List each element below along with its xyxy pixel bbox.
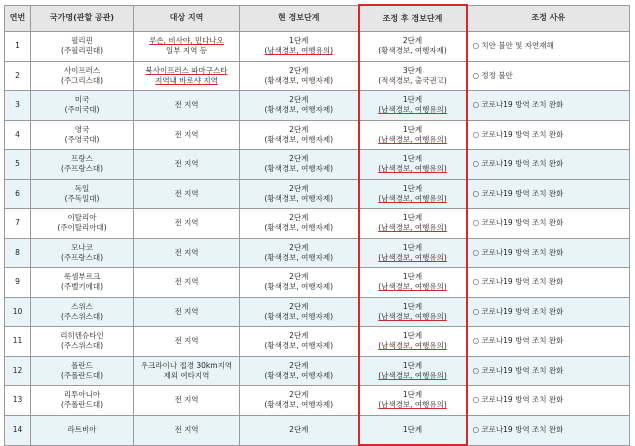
table-row: [5, 120, 630, 150]
adjusted-level-desc: (남색경보, 여행유의): [378, 223, 447, 233]
current-level-cell: [240, 386, 359, 416]
row-number: [5, 356, 31, 386]
reason-text: ○ 코로나19 방역 조치 완화: [472, 306, 564, 316]
current-level-cell: [240, 150, 359, 180]
adjusted-level-cell: [359, 297, 467, 327]
region-line-1: 전 지역: [174, 247, 199, 257]
current-level: 2단계: [289, 331, 309, 341]
adjusted-level-desc: (남색경보, 여행유의): [378, 105, 447, 115]
country-cell: [31, 297, 134, 327]
row-number-text: 5: [15, 159, 20, 169]
adjusted-level: 1단계: [402, 424, 423, 434]
current-level-cell: [240, 120, 359, 150]
reason-text: ○ 코로나19 방역 조치 완화: [472, 277, 564, 287]
current-level: 2단계: [289, 183, 309, 193]
table-row: [5, 209, 630, 239]
adjusted-level-desc: (남색경보, 여행유의): [378, 282, 447, 292]
reason-text: ○ 코로나19 방역 조치 완화: [472, 247, 564, 257]
adjusted-level-cell: [359, 327, 467, 357]
row-number-text: 10: [12, 306, 23, 316]
header-reason: 조정 사유: [467, 5, 630, 32]
adjusted-level-desc: (남색경보, 여행유의): [378, 400, 447, 410]
row-number-text: 14: [12, 425, 23, 434]
reason-text: ○ 코로나19 방역 조치 완화: [472, 100, 564, 110]
row-number: [5, 386, 31, 416]
header-country: 국가명(관할 공관): [31, 5, 134, 32]
adjusted-level-cell: [359, 120, 467, 150]
current-level-cell: [240, 268, 359, 298]
row-number-text: 12: [12, 365, 23, 375]
adjusted-level-cell: [359, 356, 467, 386]
adjusted-level: 1단계: [402, 301, 423, 311]
country-name: 폴란드: [71, 360, 93, 370]
country-cell: [31, 120, 134, 150]
embassy-name: (주프랑스대): [60, 164, 104, 174]
adjusted-level-desc: (남색경보, 여행유의): [378, 193, 447, 203]
reason-cell: [467, 91, 630, 121]
country-cell: [31, 32, 134, 62]
current-level-cell: [240, 91, 359, 121]
adjusted-level: 1단계: [402, 95, 423, 105]
travel-advisory-table: [4, 4, 630, 446]
reason-cell: [467, 209, 630, 239]
row-number: [5, 415, 31, 445]
country-cell: [31, 356, 134, 386]
reason-cell: [467, 268, 630, 298]
embassy-name: (주미국대): [64, 105, 100, 115]
adjusted-level: 1단계: [402, 213, 423, 223]
country-name: 스위스: [71, 301, 93, 311]
current-level-desc: (남색경보, 여행유의): [264, 46, 334, 56]
adjusted-level-desc: (남색경보, 여행유의): [378, 311, 447, 321]
country-cell: [31, 415, 134, 445]
reason-cell: [467, 150, 630, 180]
adjusted-level: 1단계: [402, 272, 423, 282]
embassy-name: (주프랑스대): [60, 252, 104, 262]
row-number: [5, 150, 31, 180]
row-number-text: 1: [15, 41, 20, 51]
country-cell: [31, 61, 134, 91]
current-level: 2단계: [289, 390, 309, 400]
region-line-1: 전 지역: [174, 100, 199, 110]
country-cell: [31, 179, 134, 209]
country-cell: [31, 268, 134, 298]
adjusted-level: 3단계: [402, 65, 423, 75]
region-line-1: 우크라이나 접경 30km지역: [140, 360, 233, 370]
region-line-2: 제외 여타지역: [163, 370, 210, 380]
adjusted-level: 1단계: [402, 183, 423, 193]
current-level-cell: [240, 297, 359, 327]
embassy-name: (주스위스대): [60, 311, 104, 321]
current-level-desc: (황색경보, 여행자제): [264, 400, 334, 410]
current-level: 2단계: [289, 425, 309, 434]
region-cell: [134, 120, 240, 150]
row-number: [5, 327, 31, 357]
row-number-text: 2: [15, 70, 20, 80]
current-level: 2단계: [289, 65, 309, 75]
current-level: 2단계: [289, 242, 309, 252]
region-line-1: 전 지역: [174, 425, 199, 434]
embassy-name: (주필리핀대): [60, 46, 104, 56]
current-level-desc: (황색경보, 여행자제): [264, 105, 334, 115]
region-line-1: 전 지역: [174, 306, 199, 316]
region-line-1: 루손, 비사야, 민다나오: [149, 36, 224, 46]
region-cell: [134, 297, 240, 327]
adjusted-level-desc: (황색경보, 여행자제): [378, 46, 447, 56]
country-cell: [31, 238, 134, 268]
current-level-cell: [240, 209, 359, 239]
row-number-text: 8: [15, 247, 20, 257]
reason-text: ○ 코로나19 방역 조치 완화: [472, 425, 564, 434]
reason-text: ○ 코로나19 방역 조치 완화: [472, 159, 564, 169]
current-level-desc: (황색경보, 여행자제): [264, 134, 334, 144]
reason-text: ○ 정정 불안: [472, 70, 513, 80]
embassy-name: (주벨기에대): [60, 282, 104, 292]
region-cell: [134, 386, 240, 416]
region-line-1: 전 지역: [174, 129, 199, 139]
adjusted-level: 1단계: [402, 390, 423, 400]
table-row: [5, 327, 630, 357]
row-number: [5, 120, 31, 150]
region-cell: [134, 327, 240, 357]
adjusted-level: 1단계: [402, 154, 423, 164]
region-cell: [134, 179, 240, 209]
current-level: 2단계: [289, 272, 309, 282]
country-name: 리히텐슈타인: [60, 331, 104, 341]
country-name: 사이프러스: [63, 65, 101, 75]
adjusted-level: 2단계: [402, 36, 423, 46]
table-header-row: [5, 5, 630, 32]
adjusted-level-cell: [359, 209, 467, 239]
adjusted-level-cell: [359, 150, 467, 180]
current-level-cell: [240, 415, 359, 445]
reason-cell: [467, 327, 630, 357]
adjusted-level: 1단계: [402, 242, 423, 252]
row-number: [5, 268, 31, 298]
current-level: 2단계: [289, 301, 309, 311]
row-number-text: 11: [12, 336, 23, 346]
table-row: [5, 91, 630, 121]
reason-cell: [467, 386, 630, 416]
region-cell: [134, 150, 240, 180]
embassy-name: (주독일대): [64, 193, 100, 203]
embassy-name: (주폴란드대): [60, 400, 104, 410]
region-line-1: 전 지역: [174, 218, 199, 228]
current-level-desc: (황색경보, 여행자제): [264, 252, 334, 262]
current-level: 1단계: [289, 36, 309, 46]
table-body: [5, 32, 630, 446]
current-level-cell: [240, 61, 359, 91]
row-number: [5, 32, 31, 62]
region-line-1: 북사이프러스 파마구스타: [145, 65, 228, 75]
row-number-text: 9: [15, 277, 20, 287]
current-level-desc: (황색경보, 여행자제): [264, 164, 334, 174]
reason-text: ○ 코로나19 방역 조치 완화: [472, 218, 564, 228]
table-row: [5, 356, 630, 386]
region-cell: [134, 415, 240, 445]
header-region: 대상 지역: [134, 5, 240, 32]
adjusted-level: 1단계: [402, 124, 423, 134]
row-number-text: 4: [15, 129, 20, 139]
region-cell: [134, 209, 240, 239]
reason-cell: [467, 238, 630, 268]
header-no: 연번: [5, 5, 31, 32]
table-row: [5, 150, 630, 180]
table-row: [5, 61, 630, 91]
country-name: 이탈리아: [67, 213, 97, 223]
reason-cell: [467, 415, 630, 445]
current-level: 2단계: [289, 154, 309, 164]
country-name: 모나코: [71, 242, 93, 252]
region-line-2: 지역내 바로샤 지역: [155, 75, 218, 85]
country-cell: [31, 91, 134, 121]
current-level: 2단계: [289, 95, 309, 105]
region-cell: [134, 91, 240, 121]
row-number: [5, 179, 31, 209]
row-number-text: 3: [15, 100, 20, 110]
header-current-level: 현 경보단계: [240, 5, 359, 32]
current-level-cell: [240, 327, 359, 357]
current-level-desc: (황색경보, 여행자제): [264, 341, 334, 351]
adjusted-level-desc: (남색경보, 여행유의): [378, 341, 447, 351]
country-name: 라트비아: [67, 425, 97, 434]
table-row: [5, 268, 630, 298]
region-line-2: 일부 지역 등: [166, 46, 207, 56]
country-name: 미국: [74, 95, 90, 105]
country-cell: [31, 386, 134, 416]
reason-cell: [467, 179, 630, 209]
adjusted-level-desc: (남색경보, 여행유의): [378, 370, 447, 380]
row-number: [5, 91, 31, 121]
region-cell: [134, 268, 240, 298]
reason-text: ○ 코로나19 방역 조치 완화: [472, 395, 564, 405]
embassy-name: (주영국대): [64, 134, 100, 144]
adjusted-level-cell: [359, 179, 467, 209]
country-name: 독일: [74, 183, 90, 193]
reason-text: ○ 코로나19 방역 조치 완화: [472, 129, 564, 139]
region-line-1: 전 지역: [174, 395, 199, 405]
adjusted-level-desc: (적색경보, 출국권고): [378, 75, 447, 85]
reason-text: ○ 코로나19 방역 조치 완화: [472, 188, 564, 198]
reason-text: ○ 치안 불안 및 자연재해: [472, 41, 554, 51]
region-line-1: 전 지역: [174, 336, 199, 346]
region-cell: [134, 32, 240, 62]
country-name: 필리핀: [71, 36, 93, 46]
current-level-desc: (황색경보, 여행자제): [264, 370, 334, 380]
region-line-1: 전 지역: [174, 277, 199, 287]
current-level-desc: (황색경보, 여행자제): [264, 282, 334, 292]
adjusted-level: 1단계: [402, 331, 423, 341]
current-level-cell: [240, 179, 359, 209]
adjusted-level-cell: [359, 386, 467, 416]
embassy-name: (주이탈리아대): [57, 223, 107, 233]
current-level-desc: (황색경보, 여행자제): [264, 75, 334, 85]
current-level: 2단계: [289, 213, 309, 223]
country-name: 리투아니아: [63, 390, 101, 400]
current-level-cell: [240, 238, 359, 268]
row-number-text: 13: [12, 395, 23, 405]
table-row: [5, 386, 630, 416]
reason-cell: [467, 120, 630, 150]
reason-cell: [467, 356, 630, 386]
reason-cell: [467, 297, 630, 327]
region-cell: [134, 356, 240, 386]
current-level-desc: (황색경보, 여행자제): [264, 193, 334, 203]
table-row: [5, 179, 630, 209]
reason-text: ○ 코로나19 방역 조치 완화: [472, 336, 564, 346]
adjusted-level: 1단계: [402, 360, 423, 370]
country-cell: [31, 209, 134, 239]
row-number-text: 6: [15, 188, 20, 198]
current-level-cell: [240, 356, 359, 386]
current-level-desc: (황색경보, 여행자제): [264, 311, 334, 321]
table-row: [5, 238, 630, 268]
current-level: 2단계: [289, 124, 309, 134]
reason-text: ○ 코로나19 방역 조치 완화: [472, 365, 564, 375]
adjusted-level-cell: [359, 415, 467, 445]
adjusted-level-desc: (남색경보, 여행유의): [378, 134, 447, 144]
table-row: [5, 297, 630, 327]
reason-cell: [467, 32, 630, 62]
embassy-name: (주스위스대): [60, 341, 104, 351]
country-name: 프랑스: [71, 154, 93, 164]
adjusted-level-desc: (남색경보, 여행유의): [378, 164, 447, 174]
region-cell: [134, 61, 240, 91]
row-number-text: 7: [15, 218, 20, 228]
adjusted-level-cell: [359, 61, 467, 91]
adjusted-level-cell: [359, 91, 467, 121]
country-cell: [31, 327, 134, 357]
country-cell: [31, 150, 134, 180]
table-row: [5, 415, 630, 445]
adjusted-level-cell: [359, 268, 467, 298]
table-row: [5, 32, 630, 62]
current-level: 2단계: [289, 360, 309, 370]
row-number: [5, 297, 31, 327]
header-adjusted-level: 조정 후 경보단계: [359, 5, 467, 32]
region-cell: [134, 238, 240, 268]
region-line-1: 전 지역: [174, 188, 199, 198]
region-line-1: 전 지역: [174, 159, 199, 169]
reason-cell: [467, 61, 630, 91]
row-number: [5, 61, 31, 91]
current-level-desc: (황색경보, 여행자제): [264, 223, 334, 233]
embassy-name: (주그리스대): [60, 75, 104, 85]
country-name: 룩셈부르크: [63, 272, 101, 282]
country-name: 영국: [74, 124, 90, 134]
adjusted-level-cell: [359, 238, 467, 268]
current-level-cell: [240, 32, 359, 62]
embassy-name: (주폴란드대): [60, 370, 104, 380]
adjusted-level-desc: (남색경보, 여행유의): [378, 252, 447, 262]
adjusted-level-cell: [359, 32, 467, 62]
row-number: [5, 209, 31, 239]
row-number: [5, 238, 31, 268]
